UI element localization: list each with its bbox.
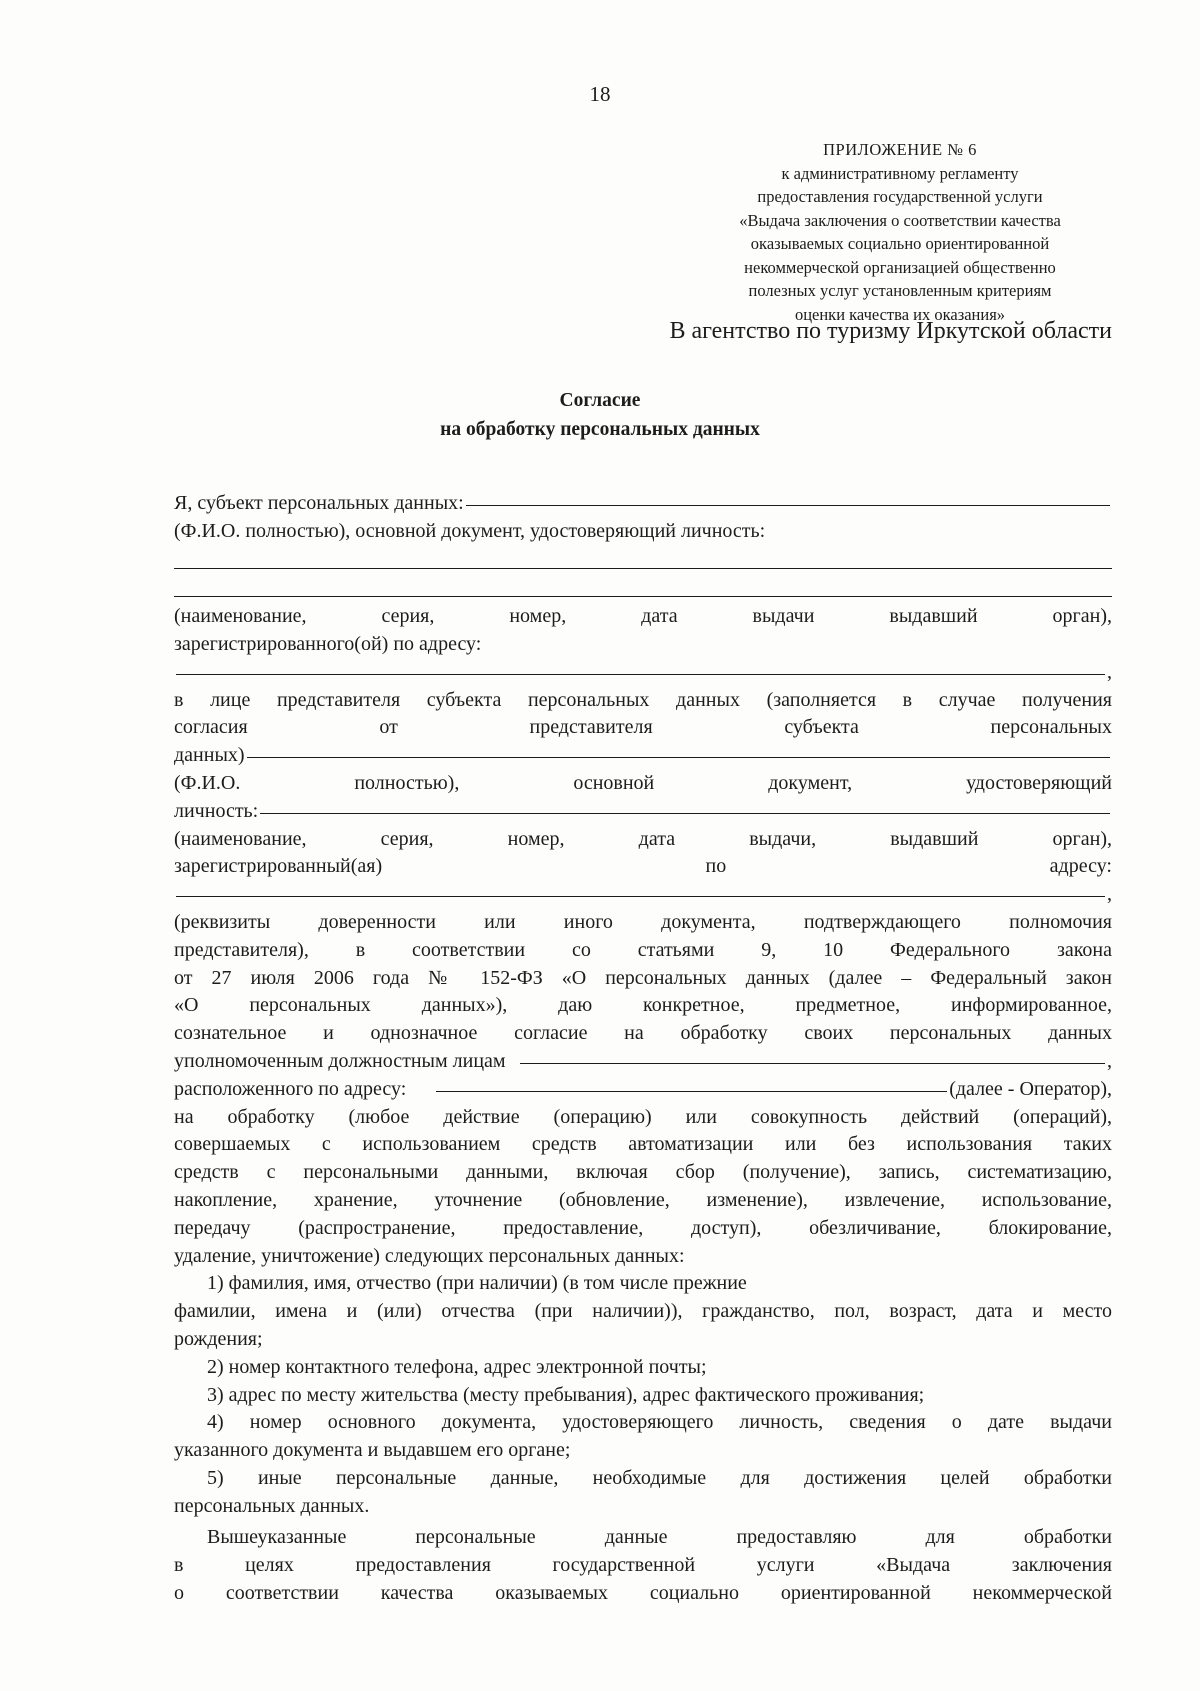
appendix-heading: ПРИЛОЖЕНИЕ № 6 bbox=[823, 140, 977, 159]
title-line: Согласие bbox=[559, 390, 641, 411]
text-line: (наименование, серия, номер, дата выдачи, выдавший орган), bbox=[174, 827, 1112, 850]
rep-data-label: данных) bbox=[174, 744, 245, 767]
list-item: 2) номер контактного телефона, адрес электронной почты; bbox=[207, 1355, 707, 1378]
text-line: в лице представителя субъекта персональных данных (заполняется в случае получения bbox=[174, 688, 1112, 711]
text-line: (реквизиты доверенности или иного документа, подтверждающего полномочия bbox=[174, 910, 1112, 933]
identity-document-blank-2[interactable] bbox=[174, 574, 1112, 597]
page-number: 18 bbox=[589, 82, 611, 106]
appendix-line: оценки качества их оказания» bbox=[794, 304, 1006, 324]
fio-doc-line: (Ф.И.О. полностью), основной документ, удостоверяющий личность: bbox=[174, 519, 766, 542]
address-line bbox=[174, 659, 1112, 687]
comma: , bbox=[1107, 883, 1112, 906]
registered-label: зарегистрированного(ой) по адресу: bbox=[174, 632, 482, 655]
comma: , bbox=[1107, 1049, 1112, 1072]
authorized-line bbox=[174, 1048, 1112, 1076]
operator-address-label: расположенного по адресу: bbox=[174, 1077, 407, 1100]
text-line: «О персональных данных»), даю конкретное, предметное, информированное, bbox=[174, 994, 1112, 1017]
rep-identity-label: личность: bbox=[174, 799, 259, 822]
list-item: 1) фамилия, имя, отчество (при наличии) (в том числе прежние bbox=[207, 1272, 747, 1295]
list-item: 5) иные персональные данные, необходимые для достижения целей обработки bbox=[207, 1466, 1112, 1489]
appendix-line: «Выдача заключения о соответствии качества bbox=[739, 210, 1061, 230]
doc-details-caption: (наименование, серия, номер, дата выдачи выдавший орган), bbox=[174, 605, 1112, 628]
text-line: о соответствии качества оказываемых социально ориентированной некоммерческой bbox=[174, 1582, 1112, 1605]
list-item-cont: персональных данных. bbox=[174, 1494, 370, 1517]
comma: , bbox=[1107, 660, 1112, 683]
operator-address-line bbox=[174, 1076, 1112, 1104]
text-line: передачу (распространение, предоставление, доступ), обезличивание, блокирование, bbox=[174, 1216, 1112, 1239]
list-item-cont: указанного документа и выдавшем его органе; bbox=[174, 1439, 571, 1462]
rep-address-blank[interactable] bbox=[176, 896, 1105, 897]
text-line: накопление, хранение, уточнение (обновление, изменение), извлечение, использование, bbox=[174, 1188, 1112, 1211]
subject-label: Я, субъект персональных данных: bbox=[174, 492, 464, 514]
representative-blank[interactable] bbox=[247, 757, 1110, 758]
text-line: согласия от представителя субъекта персональных bbox=[174, 716, 1112, 739]
appendix-line: оказываемых социально ориентированной bbox=[750, 234, 1050, 253]
appendix-line: предоставления государственной услуги bbox=[757, 187, 1043, 206]
text-line: представителя), в соответствии со статьями 9, 10 Федерального закона bbox=[174, 938, 1112, 961]
rep-identity-line bbox=[174, 798, 1112, 826]
subject-name-blank[interactable] bbox=[466, 505, 1110, 506]
text-line: сознательное и однозначное согласие на обработку своих персональных данных bbox=[174, 1022, 1112, 1045]
list-item: 3) адрес по месту жительства (месту пребывания), адрес фактического проживания; bbox=[207, 1383, 925, 1406]
title-line: на обработку персональных данных bbox=[440, 419, 760, 440]
identity-document-blank[interactable] bbox=[174, 546, 1112, 569]
rep-identity-blank[interactable] bbox=[260, 813, 1110, 814]
text-line: совершаемых с использованием средств автоматизации или без использования таких bbox=[174, 1133, 1112, 1156]
address-blank[interactable] bbox=[176, 674, 1105, 675]
authorized-label: уполномоченным должностным лицам bbox=[174, 1049, 506, 1072]
rep-address-line bbox=[174, 881, 1112, 909]
appendix-block bbox=[690, 138, 1110, 326]
consent-body bbox=[174, 490, 1112, 1608]
list-item-cont: рождения; bbox=[174, 1327, 263, 1350]
subject-line bbox=[174, 490, 1112, 518]
document-title bbox=[0, 386, 1200, 444]
operator-address-blank[interactable] bbox=[436, 1091, 947, 1092]
text-line: (Ф.И.О. полностью), основной документ, удостоверяющий bbox=[174, 771, 1112, 794]
addressee: В агентство по туризму Иркутской области bbox=[669, 318, 1112, 344]
appendix-line: полезных услуг установленным критериям bbox=[748, 281, 1052, 300]
text-line: в целях предоставления государственной услуги «Выдача заключения bbox=[174, 1554, 1112, 1577]
list-item: 4) номер основного документа, удостоверяющего личность, сведения о дате выдачи bbox=[207, 1411, 1112, 1434]
text-line: от 27 июля 2006 года № 152-ФЗ «О персональных данных (далее – Федеральный закон bbox=[174, 966, 1112, 989]
list-item-cont: фамилии, имена и (или) отчества (при наличии)), гражданство, пол, возраст, дата и место bbox=[174, 1300, 1112, 1323]
appendix-line: к административному регламенту bbox=[781, 163, 1019, 183]
rep-data-line bbox=[174, 742, 1112, 770]
authorized-blank[interactable] bbox=[520, 1063, 1105, 1064]
text-line: удаление, уничтожение) следующих персональных данных: bbox=[174, 1244, 685, 1267]
text-line: зарегистрированный(ая) по адресу: bbox=[174, 855, 1112, 878]
text-line: на обработку (любое действие (операцию) или совокупность действий (операций), bbox=[174, 1105, 1112, 1128]
operator-label: (далее - Оператор), bbox=[949, 1077, 1112, 1100]
text-line: средств с персональными данными, включая сбор (получение), запись, систематизацию, bbox=[174, 1161, 1112, 1184]
appendix-line: некоммерческой организацией общественно bbox=[744, 257, 1056, 277]
text-line: Вышеуказанные персональные данные предоставляю для обработки bbox=[207, 1526, 1112, 1549]
